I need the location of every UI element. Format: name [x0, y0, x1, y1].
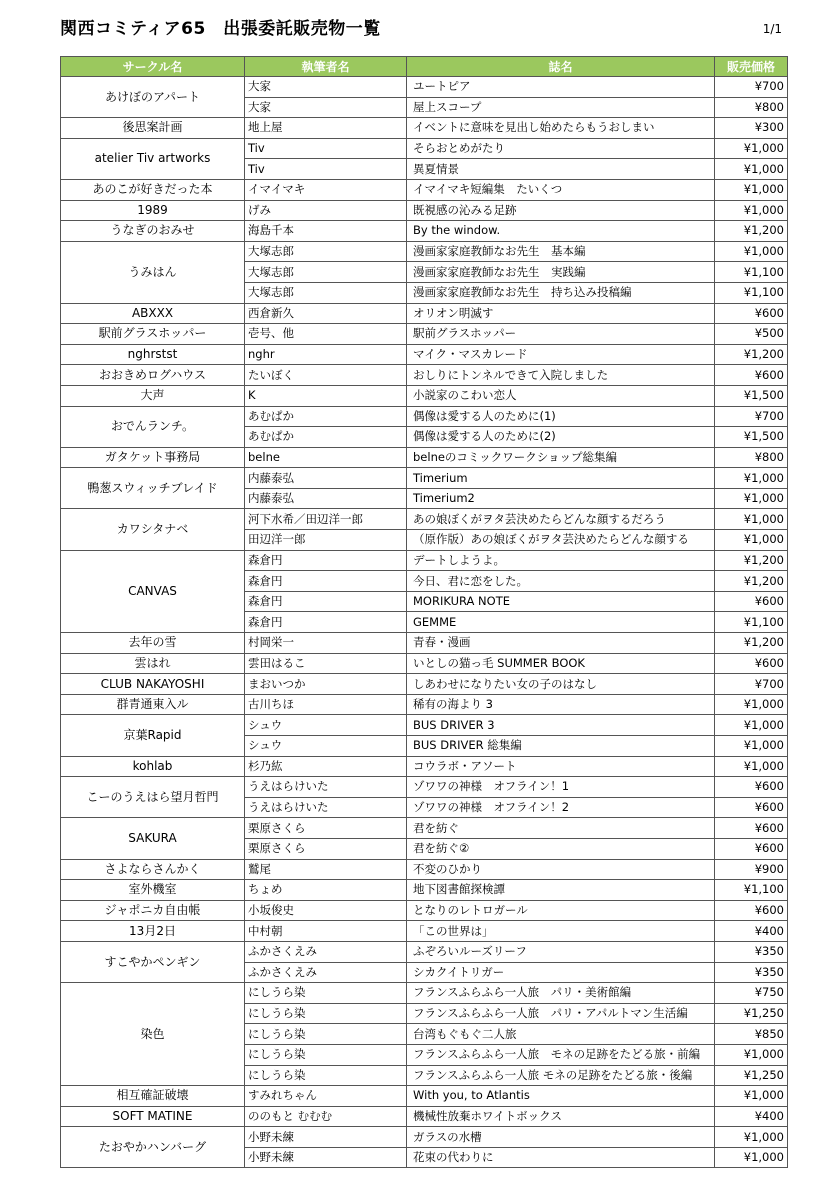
price-cell: ¥1,000: [715, 509, 788, 530]
author-cell: 海島千本: [245, 221, 407, 242]
circle-name-cell: たおやかハンバーグ: [61, 1127, 245, 1168]
title-cell: フランスふらふら一人旅 パリ・美術館編: [407, 983, 715, 1004]
author-cell: 大塚志郎: [245, 282, 407, 303]
title-cell: フランスふらふら一人旅 パリ・アパルトマン生活編: [407, 1003, 715, 1024]
author-cell: あむぱか: [245, 427, 407, 448]
price-cell: ¥600: [715, 365, 788, 386]
author-cell: すみれちゃん: [245, 1086, 407, 1107]
table-row: [61, 756, 788, 777]
column-header-author: 執筆者名: [245, 57, 407, 77]
circle-name-cell: 群青通東入ル: [61, 694, 245, 715]
column-header-circle: サークル名: [61, 57, 245, 77]
author-cell: 森倉円: [245, 550, 407, 571]
author-cell: 小野未練: [245, 1147, 407, 1168]
price-cell: ¥1,000: [715, 488, 788, 509]
price-cell: ¥1,250: [715, 1065, 788, 1086]
title-cell: しあわせになりたい女の子のはなし: [407, 674, 715, 695]
table-row: [61, 468, 788, 489]
circle-name-cell: 鴨葱スウィッチブレイド: [61, 468, 245, 509]
title-cell: 機械性放棄ホワイトボックス: [407, 1106, 715, 1127]
title-cell: 不変のひかり: [407, 859, 715, 880]
price-cell: ¥600: [715, 303, 788, 324]
table-body: [61, 77, 788, 1168]
price-cell: ¥400: [715, 1106, 788, 1127]
price-cell: ¥350: [715, 941, 788, 962]
circle-name-cell: 13月2日: [61, 921, 245, 942]
circle-name-cell: あのこが好きだった本: [61, 179, 245, 200]
title-cell: おしりにトンネルできて入院しました: [407, 365, 715, 386]
price-cell: ¥1,000: [715, 715, 788, 736]
column-header-title: 誌名: [407, 57, 715, 77]
table-row: [61, 1106, 788, 1127]
title-cell: 漫画家家庭教師なお先生 実践編: [407, 262, 715, 283]
price-cell: ¥800: [715, 447, 788, 468]
table-row: [61, 77, 788, 98]
author-cell: 大家: [245, 97, 407, 118]
title-cell: イベントに意味を見出し始めたらもうおしまい: [407, 118, 715, 139]
table-row: [61, 880, 788, 901]
circle-name-cell: 駅前グラスホッパー: [61, 324, 245, 345]
title-cell: With you, to Atlantis: [407, 1086, 715, 1107]
circle-name-cell: ガタケット事務局: [61, 447, 245, 468]
author-cell: 森倉円: [245, 591, 407, 612]
price-cell: ¥750: [715, 983, 788, 1004]
title-cell: 小説家のこわい恋人: [407, 385, 715, 406]
title-cell: 君を紡ぐ: [407, 818, 715, 839]
price-cell: ¥600: [715, 591, 788, 612]
table-row: [61, 179, 788, 200]
price-cell: ¥850: [715, 1024, 788, 1045]
author-cell: にしうら染: [245, 1024, 407, 1045]
title-cell: フランスふらふら一人旅 モネの足跡をたどる旅・後編: [407, 1065, 715, 1086]
circle-name-cell: 後思案計画: [61, 118, 245, 139]
price-cell: ¥1,000: [715, 468, 788, 489]
circle-name-cell: 雲はれ: [61, 653, 245, 674]
author-cell: 西倉新久: [245, 303, 407, 324]
title-cell: 偶像は愛する人のために(1): [407, 406, 715, 427]
price-cell: ¥1,100: [715, 612, 788, 633]
author-cell: あむぱか: [245, 406, 407, 427]
title-cell: 駅前グラスホッパー: [407, 324, 715, 345]
price-cell: ¥1,000: [715, 736, 788, 757]
title-cell: マイク・マスカレード: [407, 344, 715, 365]
title-cell: BUS DRIVER 総集編: [407, 736, 715, 757]
circle-name-cell: すこやかペンギン: [61, 941, 245, 982]
title-cell: 偶像は愛する人のために(2): [407, 427, 715, 448]
author-cell: 栗原さくら: [245, 838, 407, 859]
title-cell: 漫画家家庭教師なお先生 基本編: [407, 241, 715, 262]
circle-name-cell: 去年の雪: [61, 633, 245, 654]
price-cell: ¥800: [715, 97, 788, 118]
title-cell: オリオン明滅す: [407, 303, 715, 324]
column-header-price: 販売価格: [715, 57, 788, 77]
title-cell: Timerium: [407, 468, 715, 489]
table-row: [61, 818, 788, 839]
table-row: [61, 983, 788, 1004]
table-row: [61, 633, 788, 654]
circle-name-cell: 室外機室: [61, 880, 245, 901]
price-cell: ¥1,500: [715, 427, 788, 448]
page-number: 1/1: [762, 22, 782, 36]
title-cell: 台湾もぐもぐ二人旅: [407, 1024, 715, 1045]
author-cell: 中村朝: [245, 921, 407, 942]
author-cell: イマイマキ: [245, 179, 407, 200]
title-cell: BUS DRIVER 3: [407, 715, 715, 736]
price-cell: ¥1,000: [715, 694, 788, 715]
title-cell: いとしの猫っ毛 SUMMER BOOK: [407, 653, 715, 674]
author-cell: 地上屋: [245, 118, 407, 139]
table-row: [61, 694, 788, 715]
price-cell: ¥1,100: [715, 880, 788, 901]
table-row: [61, 777, 788, 798]
page-title: 関西コミティア65 出張委託販売物一覧: [60, 19, 381, 39]
price-cell: ¥400: [715, 921, 788, 942]
author-cell: うえはらけいた: [245, 797, 407, 818]
price-cell: ¥1,200: [715, 221, 788, 242]
table-row: [61, 509, 788, 530]
table-row: [61, 1086, 788, 1107]
circle-name-cell: うなぎのおみせ: [61, 221, 245, 242]
author-cell: たいぼく: [245, 365, 407, 386]
table-row: [61, 715, 788, 736]
author-cell: 村岡栄一: [245, 633, 407, 654]
table-header-row: [61, 57, 788, 77]
table-row: [61, 859, 788, 880]
table-row: [61, 385, 788, 406]
table-row: [61, 344, 788, 365]
table-row: [61, 921, 788, 942]
circle-name-cell: ジャポニカ自由帳: [61, 900, 245, 921]
author-cell: 大塚志郎: [245, 262, 407, 283]
author-cell: ふかさくえみ: [245, 962, 407, 983]
circle-name-cell: nghrstst: [61, 344, 245, 365]
circle-name-cell: あけぼのアパート: [61, 77, 245, 118]
price-cell: ¥900: [715, 859, 788, 880]
title-cell: 地下図書館探検譚: [407, 880, 715, 901]
table-row: [61, 900, 788, 921]
circle-name-cell: SOFT MATINE: [61, 1106, 245, 1127]
title-cell: ゾワワの神様 オフライン！2: [407, 797, 715, 818]
consignment-table: [60, 56, 788, 1168]
table-row: [61, 941, 788, 962]
author-cell: 鷲尾: [245, 859, 407, 880]
circle-name-cell: こーのうえはら望月哲門: [61, 777, 245, 818]
title-cell: GEMME: [407, 612, 715, 633]
title-cell: （原作版）あの娘ぼくがヲタ芸決めたらどんな顔する: [407, 530, 715, 551]
author-cell: Tiv: [245, 138, 407, 159]
author-cell: 古川ちほ: [245, 694, 407, 715]
title-cell: ふぞろいルーズリーフ: [407, 941, 715, 962]
price-cell: ¥300: [715, 118, 788, 139]
table-row: [61, 653, 788, 674]
price-cell: ¥1,000: [715, 1044, 788, 1065]
author-cell: にしうら染: [245, 1065, 407, 1086]
price-cell: ¥600: [715, 900, 788, 921]
price-cell: ¥1,100: [715, 282, 788, 303]
table-row: [61, 1127, 788, 1148]
price-cell: ¥1,200: [715, 633, 788, 654]
author-cell: ふかさくえみ: [245, 941, 407, 962]
title-cell: 「この世界は」: [407, 921, 715, 942]
author-cell: nghr: [245, 344, 407, 365]
table-row: [61, 324, 788, 345]
table-row: [61, 138, 788, 159]
author-cell: 小野未練: [245, 1127, 407, 1148]
price-cell: ¥700: [715, 674, 788, 695]
title-cell: イマイマキ短編集 たいくつ: [407, 179, 715, 200]
author-cell: まおいつか: [245, 674, 407, 695]
table-row: [61, 365, 788, 386]
title-cell: デートしようよ。: [407, 550, 715, 571]
price-cell: ¥600: [715, 797, 788, 818]
author-cell: 杉乃紘: [245, 756, 407, 777]
circle-name-cell: 大声: [61, 385, 245, 406]
table-row: [61, 241, 788, 262]
price-cell: ¥600: [715, 818, 788, 839]
price-cell: ¥1,000: [715, 530, 788, 551]
title-cell: ガラスの水槽: [407, 1127, 715, 1148]
circle-name-cell: カワシタナベ: [61, 509, 245, 550]
author-cell: にしうら染: [245, 1044, 407, 1065]
title-cell: 異夏情景: [407, 159, 715, 180]
author-cell: K: [245, 385, 407, 406]
circle-name-cell: 染色: [61, 983, 245, 1086]
price-cell: ¥1,000: [715, 200, 788, 221]
price-cell: ¥1,000: [715, 159, 788, 180]
circle-name-cell: CANVAS: [61, 550, 245, 632]
price-cell: ¥1,200: [715, 571, 788, 592]
circle-name-cell: SAKURA: [61, 818, 245, 859]
title-cell: 既視感の沁みる足跡: [407, 200, 715, 221]
title-cell: Timerium2: [407, 488, 715, 509]
price-cell: ¥1,250: [715, 1003, 788, 1024]
price-cell: ¥700: [715, 406, 788, 427]
title-cell: 花束の代わりに: [407, 1147, 715, 1168]
table-row: [61, 550, 788, 571]
price-cell: ¥350: [715, 962, 788, 983]
price-cell: ¥1,000: [715, 179, 788, 200]
author-cell: にしうら染: [245, 1003, 407, 1024]
author-cell: シュウ: [245, 736, 407, 757]
author-cell: シュウ: [245, 715, 407, 736]
price-cell: ¥1,200: [715, 550, 788, 571]
price-cell: ¥500: [715, 324, 788, 345]
author-cell: Tiv: [245, 159, 407, 180]
title-cell: そらおとめがたり: [407, 138, 715, 159]
circle-name-cell: おおきめログハウス: [61, 365, 245, 386]
title-cell: 君を紡ぐ②: [407, 838, 715, 859]
title-cell: By the window.: [407, 221, 715, 242]
circle-name-cell: さよならさんかく: [61, 859, 245, 880]
author-cell: げみ: [245, 200, 407, 221]
title-cell: シカクイトリガー: [407, 962, 715, 983]
price-cell: ¥600: [715, 653, 788, 674]
title-cell: 今日、君に恋をした。: [407, 571, 715, 592]
author-cell: 内藤泰弘: [245, 488, 407, 509]
price-cell: ¥600: [715, 777, 788, 798]
author-cell: 小坂俊史: [245, 900, 407, 921]
table-row: [61, 303, 788, 324]
title-cell: belneのコミックワークショップ総集編: [407, 447, 715, 468]
price-cell: ¥1,000: [715, 1127, 788, 1148]
price-cell: ¥1,000: [715, 1147, 788, 1168]
table-row: [61, 221, 788, 242]
author-cell: 雲田はるこ: [245, 653, 407, 674]
circle-name-cell: おでんランチ。: [61, 406, 245, 447]
price-cell: ¥600: [715, 838, 788, 859]
circle-name-cell: kohlab: [61, 756, 245, 777]
title-cell: 漫画家家庭教師なお先生 持ち込み投稿編: [407, 282, 715, 303]
circle-name-cell: atelier Tiv artworks: [61, 138, 245, 179]
price-cell: ¥1,500: [715, 385, 788, 406]
circle-name-cell: 相互確証破壊: [61, 1086, 245, 1107]
title-cell: ゾワワの神様 オフライン！1: [407, 777, 715, 798]
author-cell: 大塚志郎: [245, 241, 407, 262]
author-cell: ちょめ: [245, 880, 407, 901]
price-cell: ¥1,000: [715, 756, 788, 777]
price-cell: ¥1,000: [715, 138, 788, 159]
circle-name-cell: うみはん: [61, 241, 245, 303]
title-cell: となりのレトロガール: [407, 900, 715, 921]
author-cell: にしうら染: [245, 983, 407, 1004]
author-cell: 森倉円: [245, 612, 407, 633]
circle-name-cell: 京葉Rapid: [61, 715, 245, 756]
author-cell: belne: [245, 447, 407, 468]
title-cell: 稀有の海より 3: [407, 694, 715, 715]
author-cell: 栗原さくら: [245, 818, 407, 839]
price-cell: ¥1,100: [715, 262, 788, 283]
table-row: [61, 200, 788, 221]
author-cell: 大家: [245, 77, 407, 98]
table-row: [61, 406, 788, 427]
author-cell: 森倉円: [245, 571, 407, 592]
title-cell: MORIKURA NOTE: [407, 591, 715, 612]
title-cell: ユートピア: [407, 77, 715, 98]
circle-name-cell: CLUB NAKAYOSHI: [61, 674, 245, 695]
author-cell: 河下水希／田辺洋一郎: [245, 509, 407, 530]
author-cell: 内藤泰弘: [245, 468, 407, 489]
circle-name-cell: 1989: [61, 200, 245, 221]
price-cell: ¥1,200: [715, 344, 788, 365]
price-cell: ¥1,000: [715, 1086, 788, 1107]
table-row: [61, 118, 788, 139]
author-cell: うえはらけいた: [245, 777, 407, 798]
title-cell: あの娘ぼくがヲタ芸決めたらどんな顔するだろう: [407, 509, 715, 530]
title-cell: フランスふらふら一人旅 モネの足跡をたどる旅・前編: [407, 1044, 715, 1065]
price-cell: ¥1,000: [715, 241, 788, 262]
title-cell: 青春・漫画: [407, 633, 715, 654]
table-row: [61, 674, 788, 695]
author-cell: 田辺洋一郎: [245, 530, 407, 551]
title-cell: コウラボ・アソート: [407, 756, 715, 777]
title-cell: 屋上スコープ: [407, 97, 715, 118]
table-row: [61, 447, 788, 468]
author-cell: ののもと むむむ: [245, 1106, 407, 1127]
author-cell: 壱号、他: [245, 324, 407, 345]
price-cell: ¥700: [715, 77, 788, 98]
circle-name-cell: ABXXX: [61, 303, 245, 324]
